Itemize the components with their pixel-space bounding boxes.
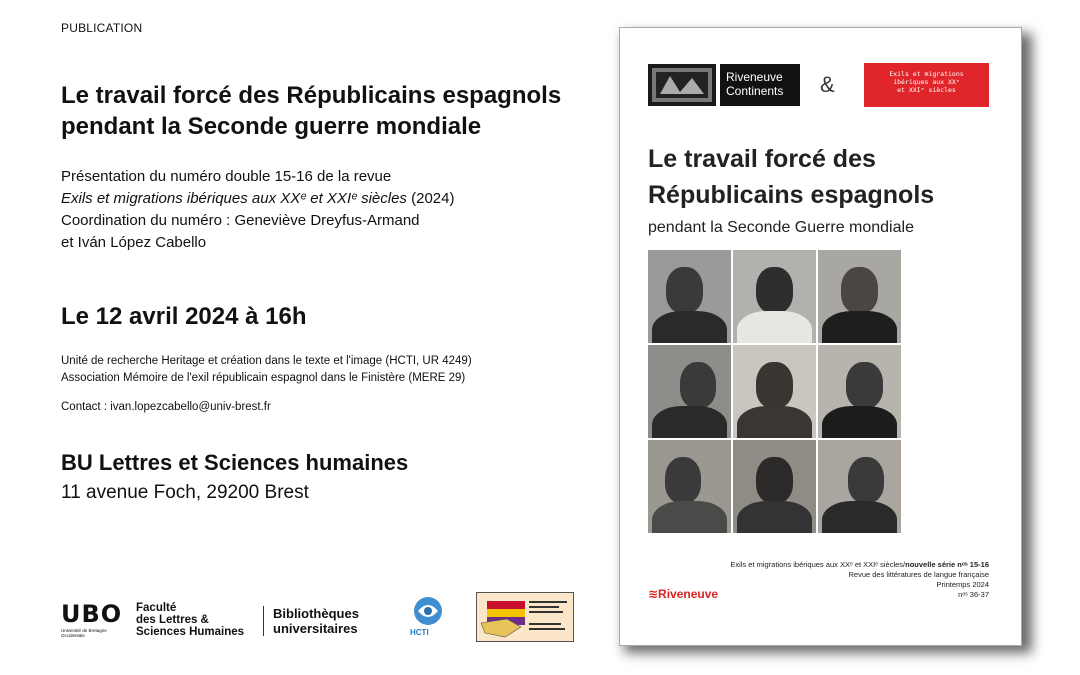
portrait-photo <box>648 345 731 438</box>
portrait-photo <box>733 440 816 533</box>
series-line-1: Exils et migrations <box>889 70 964 78</box>
partner-logos <box>61 590 581 640</box>
venue-name: BU Lettres et Sciences humaines <box>61 450 409 475</box>
portrait-photo <box>818 345 901 438</box>
portrait-photo <box>648 250 731 343</box>
portrait-photo <box>818 440 901 533</box>
library-line-2: universitaires <box>273 621 358 636</box>
ampersand: & <box>820 72 835 97</box>
book-cover <box>619 27 1022 646</box>
journal-year: (2024) <box>406 190 455 207</box>
faculty-line-1: Faculté <box>136 602 177 614</box>
publisher-logo <box>720 64 800 106</box>
organizer-mere: Association Mémoire de l'exil républicain espagnol dans le Finistère (MERE 29) <box>61 372 466 384</box>
faculty-line-2: des Lettres & <box>136 614 209 626</box>
hcti-label: HCTI <box>410 628 429 637</box>
cover-footer-line-2: Revue des littératures de langue française <box>848 570 989 579</box>
ubo-subtitle: Université de Bretagne Occidentale <box>61 628 107 638</box>
event-date: Le 12 avril 2024 à 16h <box>61 303 307 330</box>
portrait-photo <box>818 250 901 343</box>
faculty-line-3: Sciences Humaines <box>136 626 245 638</box>
series-line-3: et XXIᵉ siècles <box>897 86 956 94</box>
series-line-2: ibériques aux XXᵉ <box>893 78 960 86</box>
cover-footer-line-3: Printemps 2024 <box>936 580 989 589</box>
venue-address: 11 avenue Foch, 29200 Brest <box>61 482 309 503</box>
presentation-line-1: Présentation du numéro double 15-16 de la revue <box>61 168 392 185</box>
title-line-1: Le travail forcé des Républicains espagnols <box>61 82 562 109</box>
presentation-journal-line <box>61 188 581 210</box>
organizers-block <box>61 353 581 387</box>
cover-title-line-2: Républicains espagnols <box>648 181 935 209</box>
cover-footer <box>730 560 989 600</box>
journal-name: Exils et migrations ibériques aux XXᵉ et XXIᵉ siècles <box>61 190 407 207</box>
publisher-line-1: Riveneuve <box>726 70 783 84</box>
cover-footer-issue: nouvelle série nᵒˢ 15-16 <box>905 560 989 569</box>
portrait-photo <box>733 250 816 343</box>
coordination-line: Coordination du numéro : Geneviève Dreyfus-Armand <box>61 212 420 229</box>
cover-footer-line-1 <box>730 560 989 570</box>
event-title <box>61 80 601 142</box>
portrait-photo <box>733 345 816 438</box>
cover-title <box>648 141 1008 213</box>
cover-footer-series: Exils et migrations ibériques aux XXᵉ et XXIᵉ siècles/ <box>730 560 906 569</box>
kicker-label: PUBLICATION <box>61 21 143 35</box>
library-logo <box>273 606 359 636</box>
cover-footer-line-4: nᵒˢ 36-37 <box>958 590 989 599</box>
cover-title-line-1: Le travail forcé des <box>648 145 876 173</box>
cover-brand: ≋Riveneuve <box>648 587 719 601</box>
presentation-block <box>61 166 581 254</box>
logo-divider <box>263 606 264 636</box>
series-logo <box>864 63 989 107</box>
mere29-logo <box>476 592 574 642</box>
portrait-photo <box>648 440 731 533</box>
ubo-logo: UBO <box>61 600 123 628</box>
contact-email[interactable]: Contact : ivan.lopezcabello@univ-brest.fr <box>61 401 271 413</box>
title-line-2: pendant la Seconde guerre mondiale <box>61 113 482 140</box>
organizer-hcti: Unité de recherche Heritage et création dans le texte et l'image (HCTI, UR 4249) <box>61 355 472 367</box>
portrait-grid <box>648 250 901 533</box>
publisher-emblem-icon <box>648 64 716 106</box>
library-line-1: Bibliothèques <box>273 606 359 621</box>
publisher-line-2: Continents <box>726 84 784 98</box>
cover-subtitle: pendant la Seconde Guerre mondiale <box>648 219 914 236</box>
faculty-logo <box>136 602 244 638</box>
coordination-line-2: et Iván López Cabello <box>61 234 207 251</box>
